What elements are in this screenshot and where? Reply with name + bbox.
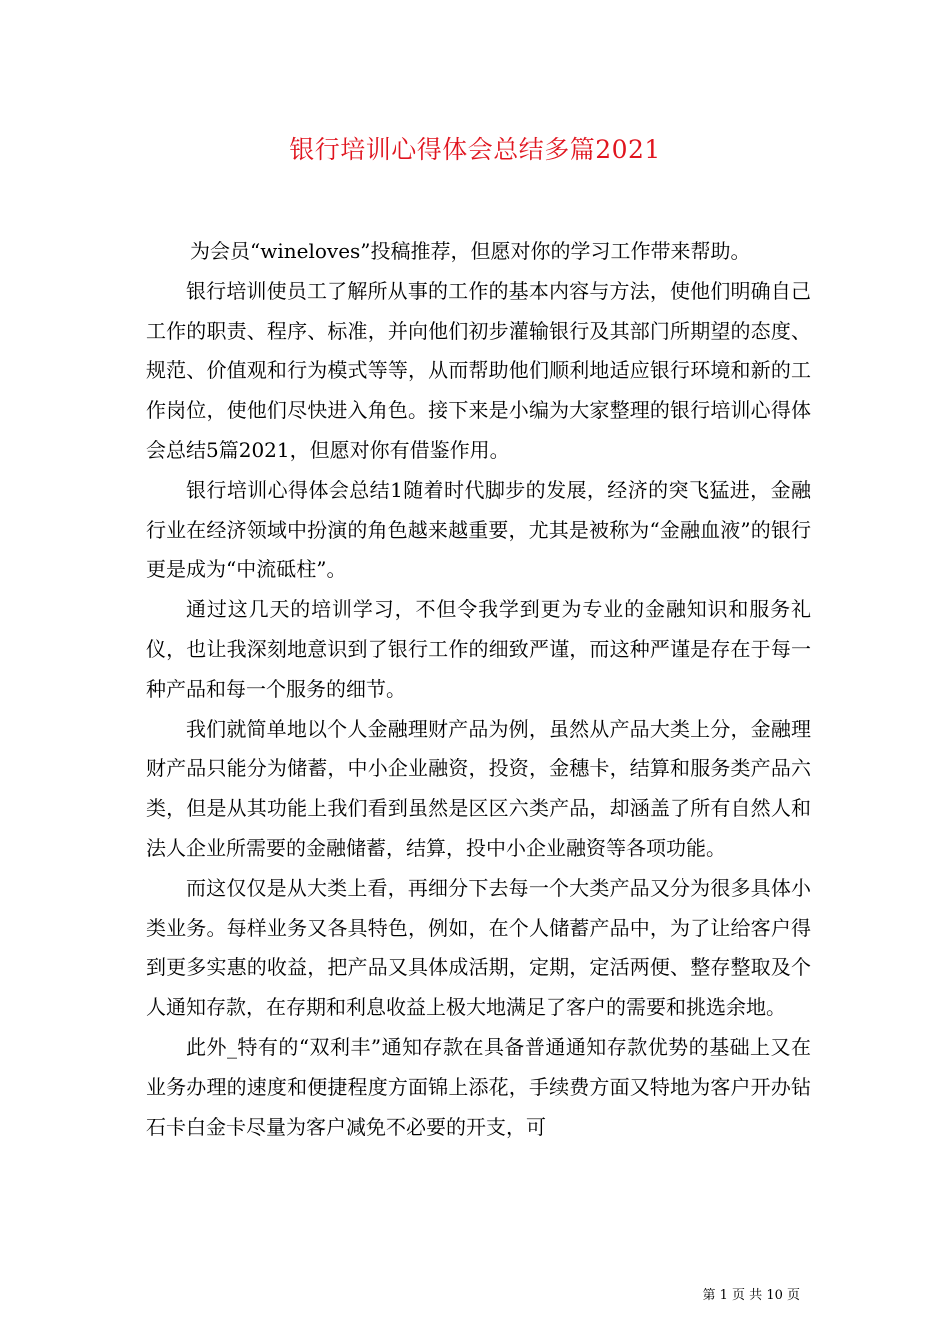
- paragraph-shuanglifeng: 此外_特有的“双利丰”通知存款在具备普通通知存款优势的基础上又在业务办理的速度和便捷程度方面锦上添花，手续费方面又特地为客户开办钻石卡白金卡尽量为客户减免不必要的开支，可: [146, 1034, 811, 1139]
- page-number: 第 1 页 共 10 页: [702, 1288, 800, 1303]
- paragraph-training: 通过这几天的培训学习，不但令我学到更为专业的金融知识和服务礼仪，也让我深刻地意识到了银行工作的细致严谨，而这种严谨是存在于每一种产品和每一个服务的细节。: [146, 597, 811, 701]
- document-title: 银行培训心得体会总结多篇2021: [289, 135, 661, 164]
- document-body: [146, 232, 811, 1147]
- paragraph-overview: 银行培训使员工了解所从事的工作的基本内容与方法，使他们明确自己工作的职责、程序、标准，并向他们初步灌输银行及其部门所期望的态度、规范、价值观和行为模式等等，从而帮助他们顺利地适应银行环境和新的工作岗位，使他们尽快进入角色。接下来是小编为大家整理的银行培训心得体会总结5篇2021，但愿对你有借鉴作用。: [146, 278, 811, 462]
- paragraph-intro: 为会员“wineloves”投稿推荐，但愿对你的学习工作带来帮助。: [190, 239, 751, 263]
- paragraph-summary-1: 银行培训心得体会总结1随着时代脚步的发展，经济的突飞猛进，金融行业在经济领域中扮演的角色越来越重要，尤其是被称为“金融血液”的银行更是成为“中流砥柱”。: [146, 477, 811, 582]
- paragraph-products: 我们就简单地以个人金融理财产品为例，虽然从产品大类上分，金融理财产品只能分为储蓄，中小企业融资，投资，金穗卡，结算和服务类产品六类，但是从其功能上我们看到虽然是区区六类产品，却涵盖了所有自然人和法人企业所需要的金融储蓄，结算，投中小企业融资等各项功能。: [146, 716, 811, 860]
- paragraph-subcategories: 而这仅仅是从大类上看，再细分下去每一个大类产品又分为很多具体小类业务。每样业务又各具特色，例如，在个人储蓄产品中，为了让给客户得到更多实惠的收益，把产品又具体成活期，定期，定活两便、整存整取及个人通知存款，在存期和利息收益上极大地满足了客户的需要和挑选余地。: [146, 875, 811, 1020]
